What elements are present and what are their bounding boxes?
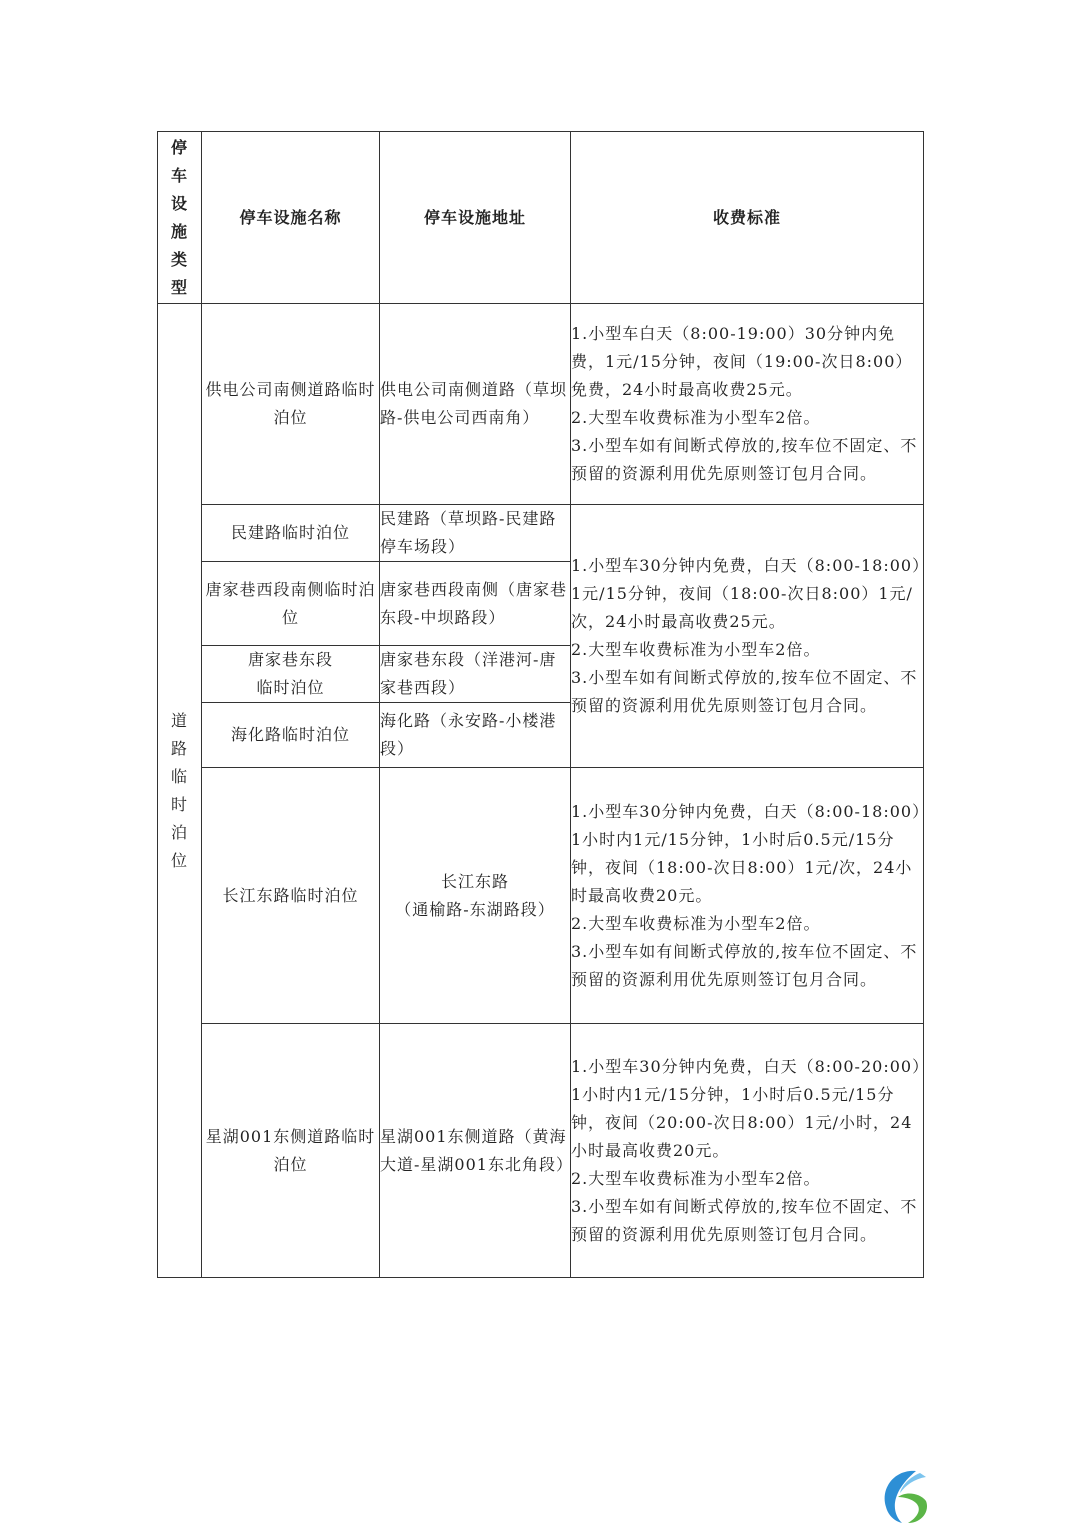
facility-address: 唐家巷西段南侧（唐家巷东段-中坝路段） xyxy=(380,562,571,646)
table-row xyxy=(158,304,924,505)
table-row xyxy=(158,1024,924,1278)
facility-name: 唐家巷东段 临时泊位 xyxy=(202,646,380,703)
facility-name: 星湖001东侧道路临时泊位 xyxy=(202,1024,380,1278)
fee-standard: 1.小型车30分钟内免费，白天（8:00-18:00）1小时内1元/15分钟，1小时后0.5元/15分钟，夜间（18:00-次日8:00）1元/次，24小时最高收费20元。 2.大型车收费标准为小型车2倍。 3.小型车如有间断式停放的,按车位不固定、不预留的资源利用优先原则签订包月合同。 xyxy=(571,768,924,1024)
facility-name: 唐家巷西段南侧临时泊位 xyxy=(202,562,380,646)
facility-address: 供电公司南侧道路（草坝路-供电公司西南角） xyxy=(380,304,571,505)
table-row xyxy=(158,505,924,562)
facility-name: 长江东路临时泊位 xyxy=(202,768,380,1024)
facility-address: 唐家巷东段（洋港河-唐家巷西段） xyxy=(380,646,571,703)
facility-address: 星湖001东侧道路（黄海大道-星湖001东北角段） xyxy=(380,1024,571,1278)
header-fee: 收费标准 xyxy=(571,132,924,304)
fee-standard: 1.小型车30分钟内免费，白天（8:00-20:00）1小时内1元/15分钟，1小时后0.5元/15分钟，夜间（20:00-次日8:00）1元/小时，24小时最高收费20元。 2.大型车收费标准为小型车2倍。 3.小型车如有间断式停放的,按车位不固定、不预留的资源利用优先原则签订包月合同。 xyxy=(571,1024,924,1278)
facility-address: 民建路（草坝路-民建路停车场段） xyxy=(380,505,571,562)
facility-type-cell: 道路临时泊位 xyxy=(158,304,202,1278)
header-type: 停车设施类型 xyxy=(158,132,202,304)
table-row xyxy=(158,768,924,1024)
parking-fee-table xyxy=(157,131,924,1278)
facility-name: 民建路临时泊位 xyxy=(202,505,380,562)
publisher-logo-icon xyxy=(876,1467,934,1525)
header-address: 停车设施地址 xyxy=(380,132,571,304)
fee-standard-shared: 1.小型车30分钟内免费，白天（8:00-18:00）1元/15分钟，夜间（18:00-次日8:00）1元/次，24小时最高收费25元。 2.大型车收费标准为小型车2倍。 3.小型车如有间断式停放的,按车位不固定、不预留的资源利用优先原则签订包月合同。 xyxy=(571,505,924,768)
facility-address: 海化路（永安路-小楼港段） xyxy=(380,703,571,768)
table-header-row xyxy=(158,132,924,304)
header-name: 停车设施名称 xyxy=(202,132,380,304)
fee-standard: 1.小型车白天（8:00-19:00）30分钟内免费，1元/15分钟，夜间（19:00-次日8:00）免费，24小时最高收费25元。 2.大型车收费标准为小型车2倍。 3.小型车如有间断式停放的,按车位不固定、不预留的资源利用优先原则签订包月合同。 xyxy=(571,304,924,505)
facility-address: 长江东路 （通榆路-东湖路段） xyxy=(380,768,571,1024)
facility-name: 供电公司南侧道路临时泊位 xyxy=(202,304,380,505)
facility-name: 海化路临时泊位 xyxy=(202,703,380,768)
